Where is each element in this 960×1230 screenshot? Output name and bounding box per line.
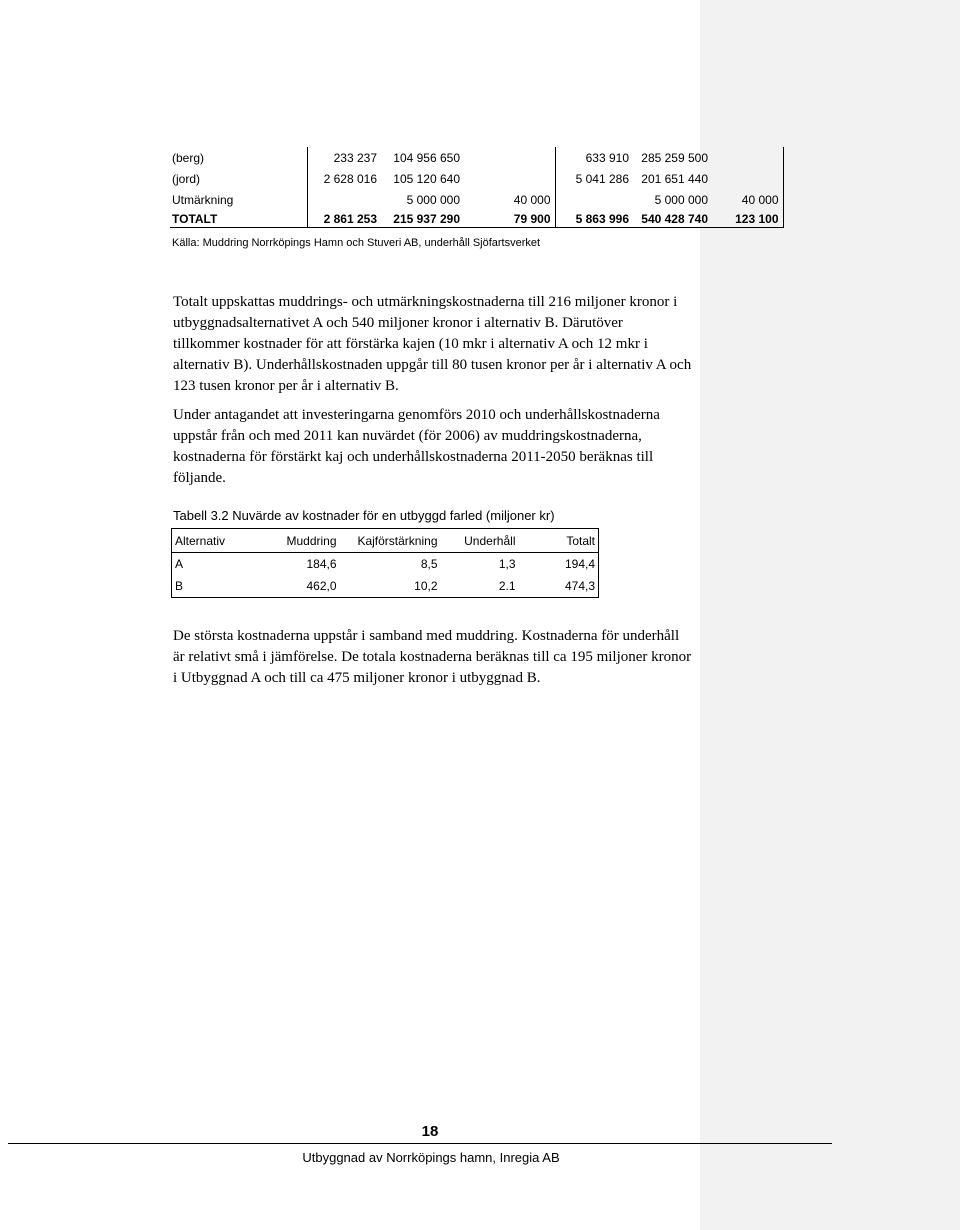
footer-text: Utbyggnad av Norrköpings hamn, Inregia AB [302,1150,560,1165]
paragraph-text: Totalt uppskattas muddrings- och utmärkningskostnaderna till 216 miljoner kronor i utbyggnadsalternativet A och 540 miljoner kronor i alternativ B. Därutöver tillkommer kostnader för att förstärka kajen (10 mkr i alternativ A och 12 mkr i alternativ B). Underhållskostnaden uppgår till 80 tusen kronor per år i alternativ A och 123 tusen kronor per år i alternativ B. [173,294,692,394]
cell: 5 863 996 [555,210,633,228]
row-label: TOTALT [170,210,307,228]
table-row [172,553,599,576]
cell: 540 428 740 [633,210,712,228]
cost-table [170,147,784,228]
cell: 105 120 640 [393,171,460,186]
cell: 5 000 000 [654,192,708,207]
cell: 40 000 [464,189,555,210]
cell: 5 041 286 [575,171,629,186]
cell: 5 000 000 [406,192,460,207]
cell: 462,0 [256,575,340,598]
cell: 1,3 [498,557,516,571]
cell: 10,2 [340,575,441,598]
cell: 8,5 [420,557,438,571]
table-row [170,147,783,168]
cell: 233 237 [333,150,377,165]
cell: 194,4 [519,553,599,576]
row-label: Utmärkning [170,189,307,210]
page-number: 18 [421,1123,439,1140]
footer-divider [8,1143,832,1144]
paragraph-text: Under antagandet att investeringarna genomförs 2010 och underhållskostnaderna uppstår från och med 2011 kan nuvärdet (för 2006) av muddringskostnaderna, kostnaderna för förstärkt kaj och underhållskostnaderna 2011-2050 beräknas till följande. [173,407,660,486]
table-caption: Tabell 3.2 Nuvärde av kostnader för en utbyggd farled (miljoner kr) [173,508,555,523]
cell: 79 900 [464,210,555,228]
npv-table [171,528,599,598]
row-label: (berg) [170,147,307,168]
column-header: Kajförstärkning [340,529,441,553]
cell: A [172,553,256,576]
paragraph [173,626,693,689]
table-row [170,189,783,210]
cell [464,168,555,189]
cell: 474,3 [519,575,599,598]
table-header-row [172,529,599,553]
cell: 40 000 [712,189,783,210]
table-row [170,168,783,189]
cell [555,189,633,210]
cell: 2 628 016 [323,171,377,186]
column-header: Alternativ [172,529,256,553]
paragraph [173,292,693,397]
cell: 285 259 500 [641,150,708,165]
column-header: Underhåll [441,529,519,553]
row-label: (jord) [170,168,307,189]
cell [712,168,783,189]
cell: 215 937 290 [381,210,464,228]
cell: 2 861 253 [307,210,381,228]
cell [464,147,555,168]
cell: 104 956 650 [393,150,460,165]
paragraph-text: De största kostnaderna uppstår i samband med muddring. Kostnaderna för underhåll är relativt små i jämförelse. De totala kostnaderna beräknas till ca 195 miljoner kronor i Utbyggnad A och till ca 475 miljoner kronor i utbyggnad B. [173,628,692,686]
cell [307,189,381,210]
cell: 201 651 440 [641,171,708,186]
paragraph [173,405,693,489]
cell: 184,6 [306,557,337,571]
cell [712,147,783,168]
cell: 2.1 [441,575,519,598]
cell: B [172,575,256,598]
column-header: Totalt [519,529,599,553]
cell: 633 910 [585,150,629,165]
table-row [172,575,599,598]
cell: 123 100 [712,210,783,228]
total-row [170,210,783,228]
source-note: Källa: Muddring Norrköpings Hamn och Stuveri AB, underhåll Sjöfartsverket [172,237,541,249]
column-header: Muddring [256,529,340,553]
